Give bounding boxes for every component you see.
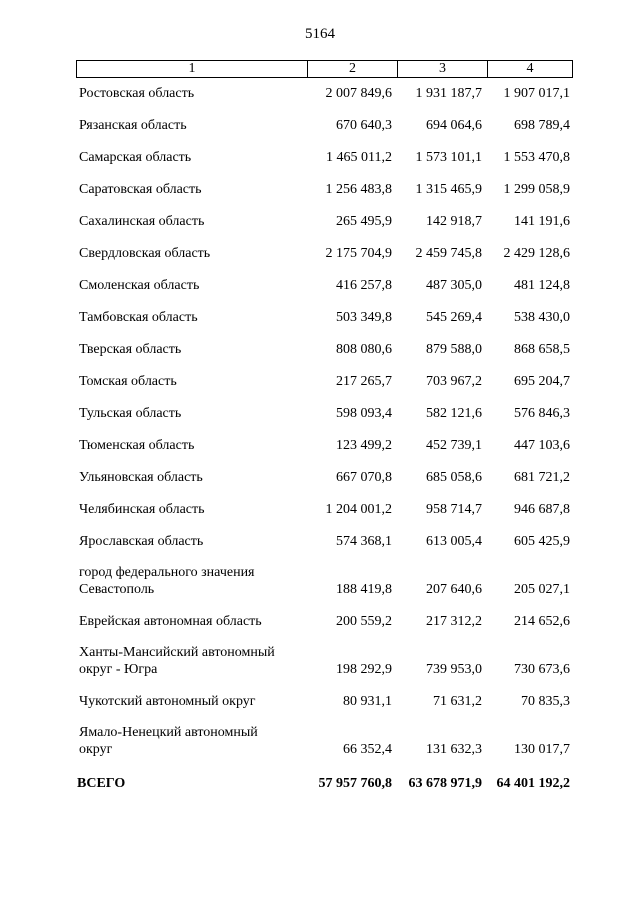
value-col-3: 613 005,4 xyxy=(426,534,482,549)
value-col-2: 574 368,1 xyxy=(336,534,392,549)
value-col-2: 265 495,9 xyxy=(336,214,392,229)
table-row xyxy=(0,213,640,230)
region-name: Еврейская автономная область xyxy=(79,614,262,629)
value-col-4: 1 299 058,9 xyxy=(503,182,570,197)
total-col-3: 63 678 971,9 xyxy=(408,776,482,791)
table-row xyxy=(0,181,640,198)
value-col-4: 698 789,4 xyxy=(514,118,570,133)
value-col-3: 703 967,2 xyxy=(426,374,482,389)
column-header-2: 2 xyxy=(308,61,398,77)
value-col-3: 694 064,6 xyxy=(426,118,482,133)
column-header-3: 3 xyxy=(398,61,488,77)
region-name: Смоленская область xyxy=(79,278,200,293)
table-row xyxy=(0,725,640,758)
table-row xyxy=(0,277,640,294)
value-col-3: 1 931 187,7 xyxy=(415,86,482,101)
value-col-2: 2 175 704,9 xyxy=(325,246,392,261)
value-col-4: 70 835,3 xyxy=(521,694,570,709)
table-row xyxy=(0,245,640,262)
value-col-3: 1 573 101,1 xyxy=(415,150,482,165)
table-row xyxy=(0,117,640,134)
table-row xyxy=(0,309,640,326)
column-header-1: 1 xyxy=(77,61,308,77)
value-col-3: 217 312,2 xyxy=(426,614,482,629)
value-col-4: 130 017,7 xyxy=(514,742,570,757)
value-col-3: 487 305,0 xyxy=(426,278,482,293)
value-col-2: 200 559,2 xyxy=(336,614,392,629)
region-name: Ярославская область xyxy=(79,534,204,549)
table-row xyxy=(0,469,640,486)
value-col-2: 188 419,8 xyxy=(336,582,392,597)
table-row xyxy=(0,341,640,358)
table-row xyxy=(0,437,640,454)
value-col-2: 1 256 483,8 xyxy=(325,182,392,197)
value-col-4: 695 204,7 xyxy=(514,374,570,389)
value-col-3: 71 631,2 xyxy=(433,694,482,709)
value-col-4: 447 103,6 xyxy=(514,438,570,453)
total-label: ВСЕГО xyxy=(77,776,126,791)
region-name: Самарская область xyxy=(79,150,192,165)
value-col-2: 1 204 001,2 xyxy=(325,502,392,517)
region-name: Саратовская область xyxy=(79,182,202,197)
region-name: Тульская область xyxy=(79,406,182,421)
value-col-2: 1 465 011,2 xyxy=(326,150,392,165)
value-col-4: 576 846,3 xyxy=(514,406,570,421)
table-header xyxy=(76,60,573,78)
value-col-4: 681 721,2 xyxy=(514,470,570,485)
value-col-4: 538 430,0 xyxy=(514,310,570,325)
table-row xyxy=(0,149,640,166)
value-col-4: 141 191,6 xyxy=(514,214,570,229)
value-col-4: 205 027,1 xyxy=(514,582,570,597)
value-col-3: 879 588,0 xyxy=(426,342,482,357)
table-row xyxy=(0,645,640,678)
value-col-3: 207 640,6 xyxy=(426,582,482,597)
table-row xyxy=(0,533,640,550)
region-name: Ханты-Мансийский автономный округ - Югра xyxy=(79,645,275,677)
region-name: Свердловская область xyxy=(79,246,211,261)
value-col-4: 2 429 128,6 xyxy=(503,246,570,261)
value-col-3: 582 121,6 xyxy=(426,406,482,421)
value-col-4: 605 425,9 xyxy=(514,534,570,549)
total-col-2: 57 957 760,8 xyxy=(318,776,392,791)
region-name: Сахалинская область xyxy=(79,214,205,229)
value-col-3: 958 714,7 xyxy=(426,502,482,517)
total-col-4: 64 401 192,2 xyxy=(496,776,570,791)
region-name: Рязанская область xyxy=(79,118,187,133)
table-row xyxy=(0,693,640,710)
value-col-2: 503 349,8 xyxy=(336,310,392,325)
region-name: Ульяновская область xyxy=(79,470,203,485)
region-name: Чукотский автономный округ xyxy=(79,694,256,709)
value-col-2: 808 080,6 xyxy=(336,342,392,357)
value-col-2: 416 257,8 xyxy=(336,278,392,293)
value-col-2: 598 093,4 xyxy=(336,406,392,421)
value-col-4: 730 673,6 xyxy=(514,662,570,677)
value-col-3: 142 918,7 xyxy=(426,214,482,229)
value-col-3: 545 269,4 xyxy=(426,310,482,325)
value-col-3: 1 315 465,9 xyxy=(415,182,482,197)
table-row xyxy=(0,501,640,518)
value-col-2: 670 640,3 xyxy=(336,118,392,133)
value-col-3: 452 739,1 xyxy=(426,438,482,453)
value-col-4: 1 907 017,1 xyxy=(503,86,570,101)
page-number: 5164 xyxy=(305,26,335,42)
value-col-4: 1 553 470,8 xyxy=(503,150,570,165)
value-col-2: 80 931,1 xyxy=(343,694,392,709)
value-col-4: 214 652,6 xyxy=(514,614,570,629)
table-row xyxy=(0,613,640,630)
region-name: Ямало-Ненецкий автономный округ xyxy=(79,725,258,757)
region-name: Тамбовская область xyxy=(79,310,198,325)
region-name: Томская область xyxy=(79,374,177,389)
value-col-2: 198 292,9 xyxy=(336,662,392,677)
column-header-4: 4 xyxy=(526,61,534,76)
value-col-3: 131 632,3 xyxy=(426,742,482,757)
value-col-2: 217 265,7 xyxy=(336,374,392,389)
total-row xyxy=(0,775,640,792)
region-name: Ростовская область xyxy=(79,86,195,101)
table-row xyxy=(0,405,640,422)
value-col-3: 2 459 745,8 xyxy=(415,246,482,261)
table-row xyxy=(0,85,640,102)
value-col-2: 123 499,2 xyxy=(336,438,392,453)
table-row xyxy=(0,373,640,390)
value-col-2: 2 007 849,6 xyxy=(325,86,392,101)
value-col-2: 667 070,8 xyxy=(336,470,392,485)
region-name: Тюменская область xyxy=(79,438,195,453)
value-col-2: 66 352,4 xyxy=(343,742,392,757)
value-col-4: 946 687,8 xyxy=(514,502,570,517)
value-col-3: 739 953,0 xyxy=(426,662,482,677)
value-col-4: 481 124,8 xyxy=(514,278,570,293)
region-name: город федерального значения Севастополь xyxy=(79,565,255,597)
value-col-4: 868 658,5 xyxy=(514,342,570,357)
table-row xyxy=(0,565,640,598)
region-name: Тверская область xyxy=(79,342,182,357)
value-col-3: 685 058,6 xyxy=(426,470,482,485)
region-name: Челябинская область xyxy=(79,502,205,517)
